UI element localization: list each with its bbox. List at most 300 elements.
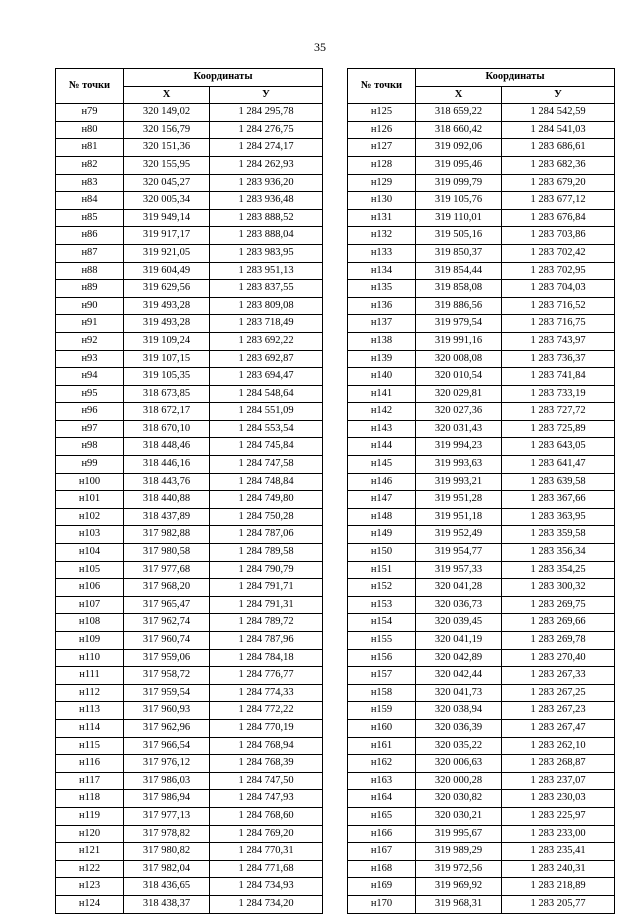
y-coordinate-cell: 1 284 770,19 bbox=[210, 719, 323, 737]
y-coordinate-cell: 1 283 936,20 bbox=[210, 174, 323, 192]
y-coordinate-cell: 1 283 716,52 bbox=[502, 297, 615, 315]
point-number-cell: н152 bbox=[348, 579, 416, 597]
y-coordinate-cell: 1 283 262,10 bbox=[502, 737, 615, 755]
point-number-cell: н82 bbox=[56, 156, 124, 174]
y-coordinate-cell: 1 284 276,75 bbox=[210, 121, 323, 139]
x-coordinate-cell: 320 042,89 bbox=[416, 649, 502, 667]
y-coordinate-cell: 1 283 743,97 bbox=[502, 332, 615, 350]
x-coordinate-cell: 319 993,63 bbox=[416, 456, 502, 474]
table-row bbox=[348, 772, 615, 790]
point-number-cell: н169 bbox=[348, 878, 416, 896]
y-coordinate-cell: 1 283 704,03 bbox=[502, 280, 615, 298]
table-row bbox=[348, 719, 615, 737]
table-row bbox=[348, 596, 615, 614]
table-row bbox=[56, 491, 323, 509]
header-point-number: № точки bbox=[56, 69, 124, 104]
table-row bbox=[348, 438, 615, 456]
x-coordinate-cell: 318 659,22 bbox=[416, 104, 502, 122]
y-coordinate-cell: 1 284 784,18 bbox=[210, 649, 323, 667]
y-coordinate-cell: 1 284 551,09 bbox=[210, 403, 323, 421]
x-coordinate-cell: 320 030,82 bbox=[416, 790, 502, 808]
point-number-cell: н166 bbox=[348, 825, 416, 843]
x-coordinate-cell: 319 105,35 bbox=[124, 368, 210, 386]
point-number-cell: н136 bbox=[348, 297, 416, 315]
point-number-cell: н91 bbox=[56, 315, 124, 333]
x-coordinate-cell: 317 958,72 bbox=[124, 667, 210, 685]
table-row bbox=[348, 156, 615, 174]
x-coordinate-cell: 319 921,05 bbox=[124, 244, 210, 262]
table-row bbox=[56, 878, 323, 896]
point-number-cell: н156 bbox=[348, 649, 416, 667]
y-coordinate-cell: 1 283 702,42 bbox=[502, 244, 615, 262]
table-row bbox=[56, 825, 323, 843]
x-coordinate-cell: 319 493,28 bbox=[124, 315, 210, 333]
table-row bbox=[56, 544, 323, 562]
y-coordinate-cell: 1 283 269,66 bbox=[502, 614, 615, 632]
x-coordinate-cell: 319 109,24 bbox=[124, 332, 210, 350]
y-coordinate-cell: 1 284 295,78 bbox=[210, 104, 323, 122]
y-coordinate-cell: 1 284 787,06 bbox=[210, 526, 323, 544]
point-number-cell: н85 bbox=[56, 209, 124, 227]
x-coordinate-cell: 320 039,45 bbox=[416, 614, 502, 632]
point-number-cell: н161 bbox=[348, 737, 416, 755]
table-row bbox=[56, 438, 323, 456]
y-coordinate-cell: 1 283 725,89 bbox=[502, 420, 615, 438]
table-row bbox=[56, 860, 323, 878]
x-coordinate-cell: 317 977,68 bbox=[124, 561, 210, 579]
y-coordinate-cell: 1 283 936,48 bbox=[210, 192, 323, 210]
x-coordinate-cell: 319 604,49 bbox=[124, 262, 210, 280]
point-number-cell: н101 bbox=[56, 491, 124, 509]
point-number-cell: н124 bbox=[56, 895, 124, 913]
point-number-cell: н131 bbox=[348, 209, 416, 227]
y-coordinate-cell: 1 284 768,60 bbox=[210, 807, 323, 825]
point-number-cell: н102 bbox=[56, 508, 124, 526]
table-row bbox=[56, 772, 323, 790]
point-number-cell: н158 bbox=[348, 684, 416, 702]
y-coordinate-cell: 1 283 269,75 bbox=[502, 596, 615, 614]
point-number-cell: н100 bbox=[56, 473, 124, 491]
x-coordinate-cell: 317 960,93 bbox=[124, 702, 210, 720]
y-coordinate-cell: 1 284 769,20 bbox=[210, 825, 323, 843]
y-coordinate-cell: 1 284 791,71 bbox=[210, 579, 323, 597]
x-coordinate-cell: 317 982,88 bbox=[124, 526, 210, 544]
y-coordinate-cell: 1 283 733,19 bbox=[502, 385, 615, 403]
y-coordinate-cell: 1 283 682,36 bbox=[502, 156, 615, 174]
y-coordinate-cell: 1 284 748,84 bbox=[210, 473, 323, 491]
table-row bbox=[56, 649, 323, 667]
x-coordinate-cell: 320 155,95 bbox=[124, 156, 210, 174]
y-coordinate-cell: 1 284 750,28 bbox=[210, 508, 323, 526]
table-row bbox=[56, 632, 323, 650]
x-coordinate-cell: 317 980,82 bbox=[124, 843, 210, 861]
x-coordinate-cell: 320 149,02 bbox=[124, 104, 210, 122]
x-coordinate-cell: 319 850,37 bbox=[416, 244, 502, 262]
x-coordinate-cell: 318 673,85 bbox=[124, 385, 210, 403]
y-coordinate-cell: 1 284 747,58 bbox=[210, 456, 323, 474]
point-number-cell: н145 bbox=[348, 456, 416, 474]
table-row bbox=[56, 843, 323, 861]
y-coordinate-cell: 1 283 269,78 bbox=[502, 632, 615, 650]
y-coordinate-cell: 1 284 770,31 bbox=[210, 843, 323, 861]
x-coordinate-cell: 317 977,13 bbox=[124, 807, 210, 825]
table-row bbox=[56, 332, 323, 350]
point-number-cell: н163 bbox=[348, 772, 416, 790]
y-coordinate-cell: 1 283 676,84 bbox=[502, 209, 615, 227]
point-number-cell: н168 bbox=[348, 860, 416, 878]
x-coordinate-cell: 318 660,42 bbox=[416, 121, 502, 139]
point-number-cell: н144 bbox=[348, 438, 416, 456]
y-coordinate-cell: 1 283 267,33 bbox=[502, 667, 615, 685]
point-number-cell: н97 bbox=[56, 420, 124, 438]
x-coordinate-cell: 320 000,28 bbox=[416, 772, 502, 790]
table-row bbox=[348, 121, 615, 139]
table-row bbox=[348, 667, 615, 685]
x-coordinate-cell: 320 038,94 bbox=[416, 702, 502, 720]
table-row bbox=[56, 790, 323, 808]
header-y: У bbox=[502, 86, 615, 104]
x-coordinate-cell: 320 041,28 bbox=[416, 579, 502, 597]
table-row bbox=[56, 121, 323, 139]
y-coordinate-cell: 1 283 267,23 bbox=[502, 702, 615, 720]
table-row bbox=[348, 192, 615, 210]
y-coordinate-cell: 1 284 747,50 bbox=[210, 772, 323, 790]
point-number-cell: н126 bbox=[348, 121, 416, 139]
x-coordinate-cell: 320 036,73 bbox=[416, 596, 502, 614]
y-coordinate-cell: 1 284 790,79 bbox=[210, 561, 323, 579]
table-row bbox=[56, 456, 323, 474]
table-row bbox=[348, 332, 615, 350]
y-coordinate-cell: 1 283 677,12 bbox=[502, 192, 615, 210]
x-coordinate-cell: 320 029,81 bbox=[416, 385, 502, 403]
y-coordinate-cell: 1 284 789,58 bbox=[210, 544, 323, 562]
x-coordinate-cell: 319 969,92 bbox=[416, 878, 502, 896]
x-coordinate-cell: 318 437,89 bbox=[124, 508, 210, 526]
table-row bbox=[56, 297, 323, 315]
point-number-cell: н139 bbox=[348, 350, 416, 368]
table-row bbox=[56, 280, 323, 298]
point-number-cell: н154 bbox=[348, 614, 416, 632]
y-coordinate-cell: 1 283 888,52 bbox=[210, 209, 323, 227]
table-row bbox=[56, 350, 323, 368]
y-coordinate-cell: 1 284 768,94 bbox=[210, 737, 323, 755]
point-number-cell: н79 bbox=[56, 104, 124, 122]
header-x: Х bbox=[416, 86, 502, 104]
table-row bbox=[348, 790, 615, 808]
table-row bbox=[348, 209, 615, 227]
y-coordinate-cell: 1 283 205,77 bbox=[502, 895, 615, 913]
y-coordinate-cell: 1 283 270,40 bbox=[502, 649, 615, 667]
x-coordinate-cell: 319 493,28 bbox=[124, 297, 210, 315]
y-coordinate-cell: 1 283 692,87 bbox=[210, 350, 323, 368]
y-coordinate-cell: 1 283 233,00 bbox=[502, 825, 615, 843]
x-coordinate-cell: 319 954,77 bbox=[416, 544, 502, 562]
table-row bbox=[348, 649, 615, 667]
x-coordinate-cell: 320 008,08 bbox=[416, 350, 502, 368]
table-row bbox=[56, 719, 323, 737]
header-coordinates: Координаты bbox=[416, 69, 615, 87]
table-row bbox=[348, 420, 615, 438]
x-coordinate-cell: 317 959,54 bbox=[124, 684, 210, 702]
point-number-cell: н108 bbox=[56, 614, 124, 632]
table-row bbox=[348, 702, 615, 720]
table-row bbox=[348, 807, 615, 825]
point-number-cell: н123 bbox=[56, 878, 124, 896]
x-coordinate-cell: 319 949,14 bbox=[124, 209, 210, 227]
x-coordinate-cell: 319 991,16 bbox=[416, 332, 502, 350]
x-coordinate-cell: 319 979,54 bbox=[416, 315, 502, 333]
point-number-cell: н110 bbox=[56, 649, 124, 667]
y-coordinate-cell: 1 283 359,58 bbox=[502, 526, 615, 544]
table-row bbox=[348, 860, 615, 878]
y-coordinate-cell: 1 283 837,55 bbox=[210, 280, 323, 298]
x-coordinate-cell: 320 045,27 bbox=[124, 174, 210, 192]
x-coordinate-cell: 319 505,16 bbox=[416, 227, 502, 245]
table-row bbox=[348, 227, 615, 245]
table-row bbox=[348, 843, 615, 861]
x-coordinate-cell: 319 854,44 bbox=[416, 262, 502, 280]
y-coordinate-cell: 1 283 354,25 bbox=[502, 561, 615, 579]
y-coordinate-cell: 1 283 356,34 bbox=[502, 544, 615, 562]
x-coordinate-cell: 319 095,46 bbox=[416, 156, 502, 174]
y-coordinate-cell: 1 284 262,93 bbox=[210, 156, 323, 174]
x-coordinate-cell: 320 151,36 bbox=[124, 139, 210, 157]
x-coordinate-cell: 320 010,54 bbox=[416, 368, 502, 386]
point-number-cell: н113 bbox=[56, 702, 124, 720]
x-coordinate-cell: 319 110,01 bbox=[416, 209, 502, 227]
table-row bbox=[56, 667, 323, 685]
x-coordinate-cell: 320 031,43 bbox=[416, 420, 502, 438]
x-coordinate-cell: 319 994,23 bbox=[416, 438, 502, 456]
table-row bbox=[348, 315, 615, 333]
point-number-cell: н141 bbox=[348, 385, 416, 403]
y-coordinate-cell: 1 283 951,13 bbox=[210, 262, 323, 280]
table-row bbox=[348, 262, 615, 280]
table-row bbox=[56, 596, 323, 614]
y-coordinate-cell: 1 284 745,84 bbox=[210, 438, 323, 456]
y-coordinate-cell: 1 284 791,31 bbox=[210, 596, 323, 614]
x-coordinate-cell: 319 989,29 bbox=[416, 843, 502, 861]
point-number-cell: н119 bbox=[56, 807, 124, 825]
point-number-cell: н122 bbox=[56, 860, 124, 878]
table-row bbox=[56, 174, 323, 192]
x-coordinate-cell: 319 092,06 bbox=[416, 139, 502, 157]
point-number-cell: н137 bbox=[348, 315, 416, 333]
y-coordinate-cell: 1 283 703,86 bbox=[502, 227, 615, 245]
y-coordinate-cell: 1 283 267,25 bbox=[502, 684, 615, 702]
point-number-cell: н86 bbox=[56, 227, 124, 245]
table-row bbox=[348, 737, 615, 755]
y-coordinate-cell: 1 283 679,20 bbox=[502, 174, 615, 192]
x-coordinate-cell: 319 957,33 bbox=[416, 561, 502, 579]
header-y: У bbox=[210, 86, 323, 104]
point-number-cell: н121 bbox=[56, 843, 124, 861]
y-coordinate-cell: 1 283 809,08 bbox=[210, 297, 323, 315]
y-coordinate-cell: 1 284 771,68 bbox=[210, 860, 323, 878]
table-row bbox=[348, 174, 615, 192]
point-number-cell: н83 bbox=[56, 174, 124, 192]
y-coordinate-cell: 1 283 367,66 bbox=[502, 491, 615, 509]
table-row bbox=[348, 244, 615, 262]
point-number-cell: н104 bbox=[56, 544, 124, 562]
table-row bbox=[56, 104, 323, 122]
y-coordinate-cell: 1 284 772,22 bbox=[210, 702, 323, 720]
point-number-cell: н157 bbox=[348, 667, 416, 685]
point-number-cell: н153 bbox=[348, 596, 416, 614]
x-coordinate-cell: 317 960,74 bbox=[124, 632, 210, 650]
x-coordinate-cell: 318 672,17 bbox=[124, 403, 210, 421]
point-number-cell: н147 bbox=[348, 491, 416, 509]
point-number-cell: н140 bbox=[348, 368, 416, 386]
table-row bbox=[348, 561, 615, 579]
point-number-cell: н89 bbox=[56, 280, 124, 298]
table-row bbox=[56, 403, 323, 421]
x-coordinate-cell: 319 951,28 bbox=[416, 491, 502, 509]
y-coordinate-cell: 1 284 747,93 bbox=[210, 790, 323, 808]
y-coordinate-cell: 1 283 694,47 bbox=[210, 368, 323, 386]
y-coordinate-cell: 1 283 225,97 bbox=[502, 807, 615, 825]
point-number-cell: н81 bbox=[56, 139, 124, 157]
x-coordinate-cell: 317 976,12 bbox=[124, 755, 210, 773]
table-row bbox=[348, 632, 615, 650]
point-number-cell: н105 bbox=[56, 561, 124, 579]
point-number-cell: н114 bbox=[56, 719, 124, 737]
header-coordinates: Координаты bbox=[124, 69, 323, 87]
table-row bbox=[56, 420, 323, 438]
x-coordinate-cell: 317 968,20 bbox=[124, 579, 210, 597]
point-number-cell: н130 bbox=[348, 192, 416, 210]
point-number-cell: н170 bbox=[348, 895, 416, 913]
table-row bbox=[56, 473, 323, 491]
x-coordinate-cell: 319 995,67 bbox=[416, 825, 502, 843]
point-number-cell: н149 bbox=[348, 526, 416, 544]
point-number-cell: н87 bbox=[56, 244, 124, 262]
point-number-cell: н127 bbox=[348, 139, 416, 157]
x-coordinate-cell: 317 959,06 bbox=[124, 649, 210, 667]
table-row bbox=[56, 807, 323, 825]
point-number-cell: н167 bbox=[348, 843, 416, 861]
table-row bbox=[348, 139, 615, 157]
table-row bbox=[348, 684, 615, 702]
point-number-cell: н129 bbox=[348, 174, 416, 192]
table-row bbox=[348, 104, 615, 122]
y-coordinate-cell: 1 283 702,95 bbox=[502, 262, 615, 280]
point-number-cell: н92 bbox=[56, 332, 124, 350]
x-coordinate-cell: 319 993,21 bbox=[416, 473, 502, 491]
point-number-cell: н94 bbox=[56, 368, 124, 386]
x-coordinate-cell: 319 099,79 bbox=[416, 174, 502, 192]
table-row bbox=[348, 473, 615, 491]
x-coordinate-cell: 317 962,96 bbox=[124, 719, 210, 737]
point-number-cell: н106 bbox=[56, 579, 124, 597]
table-row bbox=[348, 491, 615, 509]
y-coordinate-cell: 1 283 218,89 bbox=[502, 878, 615, 896]
x-coordinate-cell: 319 886,56 bbox=[416, 297, 502, 315]
table-row bbox=[348, 825, 615, 843]
table-row bbox=[56, 895, 323, 913]
table-row bbox=[56, 561, 323, 579]
y-coordinate-cell: 1 283 718,49 bbox=[210, 315, 323, 333]
x-coordinate-cell: 317 965,47 bbox=[124, 596, 210, 614]
header-point-number: № точки bbox=[348, 69, 416, 104]
table-row bbox=[348, 755, 615, 773]
table-row bbox=[348, 878, 615, 896]
table-row bbox=[348, 544, 615, 562]
table-row bbox=[56, 755, 323, 773]
y-coordinate-cell: 1 284 734,20 bbox=[210, 895, 323, 913]
point-number-cell: н107 bbox=[56, 596, 124, 614]
point-number-cell: н133 bbox=[348, 244, 416, 262]
x-coordinate-cell: 320 042,44 bbox=[416, 667, 502, 685]
point-number-cell: н155 bbox=[348, 632, 416, 650]
page-number: 35 bbox=[314, 40, 326, 54]
point-number-cell: н109 bbox=[56, 632, 124, 650]
x-coordinate-cell: 317 980,58 bbox=[124, 544, 210, 562]
y-coordinate-cell: 1 284 541,03 bbox=[502, 121, 615, 139]
table-row bbox=[56, 244, 323, 262]
x-coordinate-cell: 320 156,79 bbox=[124, 121, 210, 139]
table-row bbox=[348, 403, 615, 421]
point-number-cell: н148 bbox=[348, 508, 416, 526]
point-number-cell: н115 bbox=[56, 737, 124, 755]
x-coordinate-cell: 319 917,17 bbox=[124, 227, 210, 245]
point-number-cell: н135 bbox=[348, 280, 416, 298]
y-coordinate-cell: 1 284 553,54 bbox=[210, 420, 323, 438]
table-row bbox=[56, 227, 323, 245]
table-row bbox=[56, 508, 323, 526]
x-coordinate-cell: 318 446,16 bbox=[124, 456, 210, 474]
x-coordinate-cell: 318 443,76 bbox=[124, 473, 210, 491]
point-number-cell: н103 bbox=[56, 526, 124, 544]
point-number-cell: н120 bbox=[56, 825, 124, 843]
point-number-cell: н90 bbox=[56, 297, 124, 315]
y-coordinate-cell: 1 283 641,47 bbox=[502, 456, 615, 474]
point-number-cell: н80 bbox=[56, 121, 124, 139]
table-row bbox=[348, 895, 615, 913]
y-coordinate-cell: 1 283 727,72 bbox=[502, 403, 615, 421]
x-coordinate-cell: 317 966,54 bbox=[124, 737, 210, 755]
y-coordinate-cell: 1 284 776,77 bbox=[210, 667, 323, 685]
x-coordinate-cell: 320 041,19 bbox=[416, 632, 502, 650]
point-number-cell: н160 bbox=[348, 719, 416, 737]
y-coordinate-cell: 1 283 230,03 bbox=[502, 790, 615, 808]
point-number-cell: н162 bbox=[348, 755, 416, 773]
point-number-cell: н111 bbox=[56, 667, 124, 685]
x-coordinate-cell: 319 951,18 bbox=[416, 508, 502, 526]
y-coordinate-cell: 1 283 686,61 bbox=[502, 139, 615, 157]
x-coordinate-cell: 318 448,46 bbox=[124, 438, 210, 456]
table-row bbox=[56, 684, 323, 702]
table-row bbox=[56, 614, 323, 632]
table-row bbox=[348, 526, 615, 544]
x-coordinate-cell: 319 858,08 bbox=[416, 280, 502, 298]
point-number-cell: н118 bbox=[56, 790, 124, 808]
point-number-cell: н117 bbox=[56, 772, 124, 790]
point-number-cell: н138 bbox=[348, 332, 416, 350]
y-coordinate-cell: 1 283 300,32 bbox=[502, 579, 615, 597]
table-row bbox=[348, 368, 615, 386]
x-coordinate-cell: 317 982,04 bbox=[124, 860, 210, 878]
y-coordinate-cell: 1 284 749,80 bbox=[210, 491, 323, 509]
y-coordinate-cell: 1 284 774,33 bbox=[210, 684, 323, 702]
point-number-cell: н112 bbox=[56, 684, 124, 702]
x-coordinate-cell: 318 436,65 bbox=[124, 878, 210, 896]
y-coordinate-cell: 1 284 787,96 bbox=[210, 632, 323, 650]
point-number-cell: н99 bbox=[56, 456, 124, 474]
y-coordinate-cell: 1 284 274,17 bbox=[210, 139, 323, 157]
x-coordinate-cell: 318 670,10 bbox=[124, 420, 210, 438]
point-number-cell: н98 bbox=[56, 438, 124, 456]
